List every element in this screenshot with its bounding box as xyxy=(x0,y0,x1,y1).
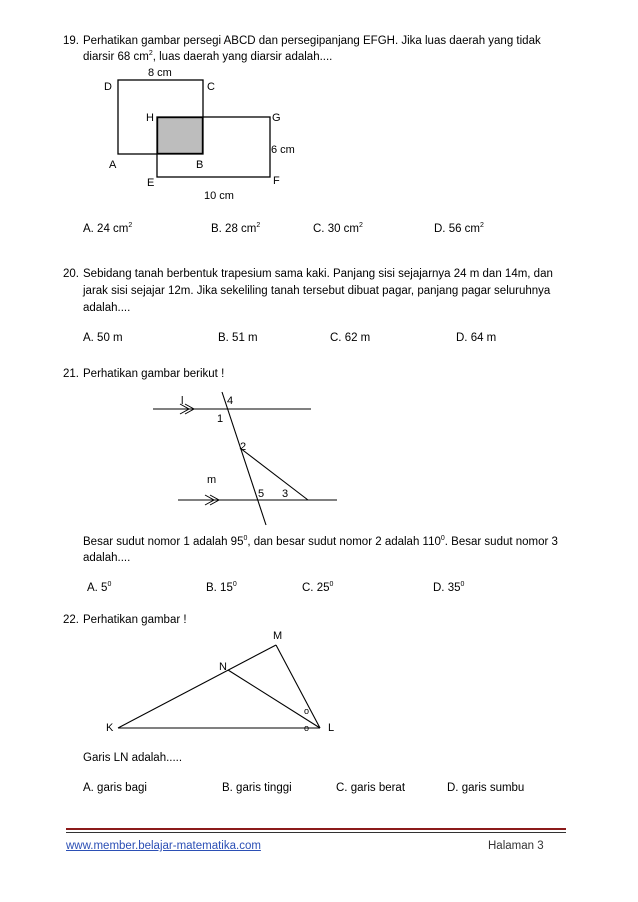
transversal xyxy=(222,392,266,525)
footer-rule-dark xyxy=(66,832,566,833)
q19-number: 19. xyxy=(63,35,79,47)
label-M: M xyxy=(273,630,283,642)
label-C: C xyxy=(207,81,215,93)
label-angle-5: 5 xyxy=(258,488,265,500)
q22-option-d[interactable]: D. garis sumbu xyxy=(447,782,525,794)
side-km xyxy=(118,645,276,728)
q20-text-line3: adalah.... xyxy=(83,302,131,314)
q21-intro: Perhatikan gambar berikut ! xyxy=(83,368,225,380)
q22-question: Garis LN adalah..... xyxy=(83,752,183,764)
label-angle-4: 4 xyxy=(227,395,234,407)
q19-option-a[interactable]: A. 24 $cm^2$ xyxy=(83,222,133,235)
q21-number: 21. xyxy=(63,368,79,380)
label-K: K xyxy=(106,722,114,734)
q21-option-a[interactable]: A. $5^0$ xyxy=(87,581,112,594)
label-8cm: 8 cm xyxy=(148,67,172,79)
label-10cm: 10 cm xyxy=(204,190,234,202)
side-ml xyxy=(276,645,320,728)
label-l: l xyxy=(181,395,184,407)
q22-figure xyxy=(0,620,638,740)
q21-option-b[interactable]: B. $15^0$ xyxy=(206,581,237,594)
page-number: Halaman 3 xyxy=(488,840,544,852)
label-L: L xyxy=(328,722,335,734)
label-A: A xyxy=(109,159,117,171)
q21-text-line1: Besar sudut nomor 1 adalah $95^0$, dan besar sudut nomor 2 adalah $110^0$. Besar sudut nomor 3 xyxy=(83,535,558,548)
q20-text-line1: Sebidang tanah berbentuk trapesium sama kaki. Panjang sisi sejajarnya 24 m dan 14m, dan xyxy=(83,268,553,280)
q20-option-c[interactable]: C. 62 m xyxy=(330,332,371,344)
shaded-region xyxy=(158,118,203,154)
q19-text-line1: Perhatikan gambar persegi ABCD dan persegipanjang EFGH. Jika luas daerah yang tidak xyxy=(83,35,541,47)
label-angle-1: 1 xyxy=(217,413,224,425)
label-N: N xyxy=(219,661,227,673)
label-m: m xyxy=(207,474,217,486)
label-D: D xyxy=(104,81,112,93)
q19-option-d[interactable]: D. 56 $cm^2$ xyxy=(434,222,484,235)
label-6cm: 6 cm xyxy=(271,144,295,156)
footer-link[interactable]: www.member.belajar-matematika.com xyxy=(66,840,261,852)
q19-figure xyxy=(0,0,638,220)
q21-option-d[interactable]: D. $35^0$ xyxy=(433,581,465,594)
line-ln xyxy=(228,670,320,728)
label-F: F xyxy=(273,175,280,187)
angle-mark-1: o xyxy=(304,706,310,716)
slanted-side xyxy=(240,448,308,500)
label-angle-3: 3 xyxy=(282,488,289,500)
q21-option-c[interactable]: C. $25^0$ xyxy=(302,581,334,594)
q22-option-c[interactable]: C. garis berat xyxy=(336,782,406,794)
q20-number: 20. xyxy=(63,268,79,280)
label-E: E xyxy=(147,177,155,189)
q19-text-line2: diarsir 68 $cm^2$, luas daerah yang diarsir adalah.... xyxy=(83,50,333,63)
q20-option-b[interactable]: B. 51 m xyxy=(218,332,258,344)
q21-figure xyxy=(0,380,638,530)
q22-number: 22. xyxy=(63,614,79,626)
q22-intro: Perhatikan gambar ! xyxy=(83,614,187,626)
q19-option-b[interactable]: B. 28 $cm^2$ xyxy=(211,222,261,235)
label-B: B xyxy=(196,159,204,171)
q20-text-line2: jarak sisi sejajar 12m. Jika sekeliling tanah tersebut dibuat pagar, panjang pagar seluruhnya xyxy=(83,285,551,297)
angle-mark-2: o xyxy=(304,723,310,733)
label-H: H xyxy=(146,112,154,124)
q22-option-a[interactable]: A. garis bagi xyxy=(83,782,147,794)
label-angle-2: 2 xyxy=(240,441,247,453)
q22-option-b[interactable]: B. garis tinggi xyxy=(222,782,292,794)
q21-text-line2: adalah.... xyxy=(83,552,131,564)
label-G: G xyxy=(272,112,281,124)
footer-rule-red xyxy=(66,828,566,830)
q19-option-c[interactable]: C. 30 $cm^2$ xyxy=(313,222,363,235)
q20-option-d[interactable]: D. 64 m xyxy=(456,332,497,344)
q20-option-a[interactable]: A. 50 m xyxy=(83,332,123,344)
